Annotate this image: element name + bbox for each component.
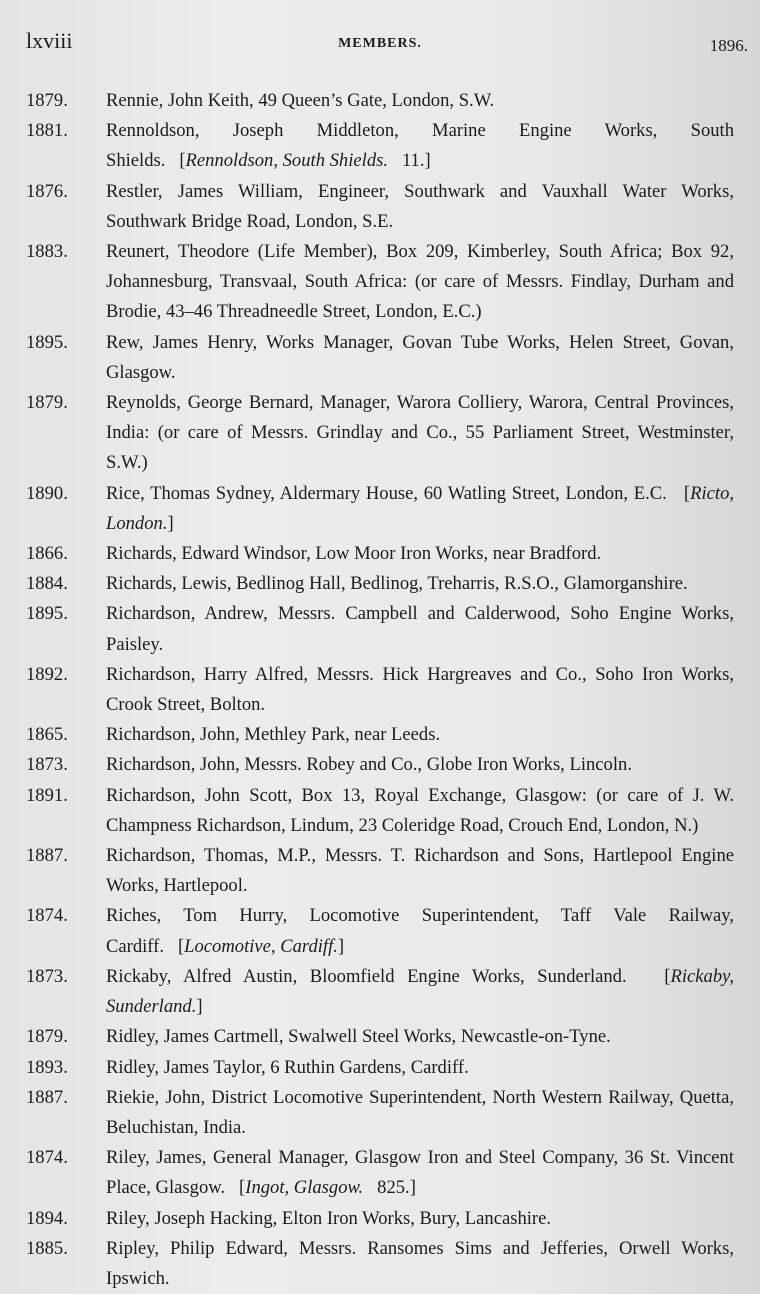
- telephone-number: 825.: [377, 1177, 410, 1199]
- member-entry: [26, 720, 734, 750]
- election-year: 1891.: [26, 784, 68, 806]
- telegraphic-address: Ingot, Glasgow.: [245, 1177, 364, 1199]
- member-details: Rennie, John Keith, 49 Queen’s Gate, London, S.W.: [106, 90, 495, 111]
- page-number: lxviii: [26, 28, 73, 53]
- election-year: 1895.: [26, 603, 68, 625]
- member-entry: 1874. Riches, Tom Hurry, Locomotive Superintendent, Taff Vale Railway, Cardiff. [Locomotive, Cardiff.]: [26, 901, 734, 961]
- member-list: [26, 86, 734, 1294]
- telephone-number: 11.: [401, 150, 425, 172]
- member-entry: [26, 781, 734, 841]
- member-entry: [26, 660, 734, 720]
- member-details: Richardson, John, Methley Park, near Leeds.: [106, 724, 441, 746]
- member-details: Reynolds, George Bernard, Manager, Warora Colliery, Warora, Central Provinces, India: (or care of Messrs. Grindlay and Co., 55 Parliament Street, Westminster, S.W.): [106, 392, 734, 474]
- member-entry: [26, 237, 734, 328]
- member-details: Ridley, James Cartmell, Swalwell Steel Works, Newcastle-on-Tyne.: [106, 1026, 611, 1048]
- member-details: Rickaby, Alfred Austin, Bloomfield Engine Works, Sunderland.: [106, 965, 627, 987]
- member-details: Richards, Edward Windsor, Low Moor Iron Works, near Bradford.: [106, 543, 602, 565]
- member-entry: [26, 177, 734, 237]
- member-entry: [26, 1204, 734, 1234]
- member-details: Rennoldson, Joseph Middleton, Marine Engine Works, South Shields.: [106, 120, 734, 172]
- election-year: 1879.: [26, 1026, 68, 1048]
- election-year: 1887.: [26, 845, 68, 867]
- telegraphic-address: Rickaby, Sunderland.: [106, 965, 734, 1018]
- election-year: 1865.: [26, 724, 68, 746]
- election-year: 1873.: [26, 965, 68, 987]
- member-entry: [26, 599, 734, 659]
- member-details: Restler, James William, Engineer, Southwark and Vauxhall Water Works, Southwark Bridge Road, London, S.E.: [106, 180, 734, 232]
- member-details: Riley, James, General Manager, Glasgow Iron and Steel Company, 36 St. Vincent Place, Glasgow.: [106, 1147, 734, 1199]
- election-year: 1883.: [26, 241, 68, 263]
- election-year: 1895.: [26, 331, 68, 353]
- election-year: 1894.: [26, 1207, 68, 1229]
- member-details: Richardson, John, Messrs. Robey and Co., Globe Iron Works, Lincoln.: [106, 754, 632, 776]
- member-entry: [26, 1053, 734, 1083]
- member-details: Riches, Tom Hurry, Locomotive Superintendent, Taff Vale Railway, Cardiff.: [106, 905, 734, 957]
- member-entry: [26, 750, 734, 780]
- election-year: 1885.: [26, 1237, 68, 1259]
- year-heading: 1896.: [709, 36, 748, 55]
- telegraphic-address: Locomotive, Cardiff.: [184, 935, 338, 957]
- election-year: 1890.: [26, 482, 68, 504]
- member-entry: [26, 569, 734, 599]
- telegraphic-address: Rennoldson, South Shields.: [185, 150, 388, 172]
- member-details: Reunert, Theodore (Life Member), Box 209, Kimberley, South Africa; Box 92, Johannesburg, Transvaal, South Africa: (or care of Messrs. Findlay, Durham and Brodie, 43–46 Threadneedle Street, London, E.C.): [106, 241, 734, 323]
- member-entry: 1890. Rice, Thomas Sydney, Aldermary House, 60 Watling Street, London, E.C. [Ricto, London.]: [26, 479, 734, 539]
- member-entry: [26, 388, 734, 479]
- member-details: Rew, James Henry, Works Manager, Govan Tube Works, Helen Street, Govan, Glasgow.: [106, 331, 734, 383]
- election-year: 1879.: [26, 90, 68, 111]
- election-year: 1881.: [26, 120, 68, 142]
- election-year: 1892.: [26, 663, 68, 685]
- member-entry: [26, 1022, 734, 1052]
- member-details: Ridley, James Taylor, 6 Ruthin Gardens, Cardiff.: [106, 1056, 469, 1078]
- telegraphic-address: Ricto, London.: [106, 482, 735, 534]
- member-entry: 1874. Riley, James, General Manager, Glasgow Iron and Steel Company, 36 St. Vincent Place, Glasgow. [Ingot, Glasgow. 825.]: [26, 1143, 734, 1203]
- election-year: 1879.: [26, 392, 68, 414]
- member-entry: [26, 841, 734, 901]
- election-year: 1887.: [26, 1086, 68, 1108]
- member-details: Richards, Lewis, Bedlinog Hall, Bedlinog, Treharris, R.S.O., Glamorganshire.: [106, 573, 688, 595]
- running-title: MEMBERS.: [338, 36, 422, 51]
- election-year: 1884.: [26, 573, 68, 595]
- election-year: 1874.: [26, 1147, 68, 1169]
- election-year: 1873.: [26, 754, 68, 776]
- member-entry: 1873. Rickaby, Alfred Austin, Bloomfield Engine Works, Sunderland. [Rickaby, Sunderland.]: [26, 962, 734, 1022]
- election-year: 1876.: [26, 180, 68, 202]
- member-entry: [26, 1083, 734, 1143]
- election-year: 1874.: [26, 905, 68, 927]
- member-details: Richardson, Harry Alfred, Messrs. Hick Hargreaves and Co., Soho Iron Works, Crook Street, Bolton.: [106, 663, 734, 716]
- election-year: 1866.: [26, 543, 68, 565]
- member-entry: [26, 86, 734, 116]
- member-entry: 1881. Rennoldson, Joseph Middleton, Marine Engine Works, South Shields. [Rennoldson, South Shields. 11.]: [26, 116, 734, 176]
- member-details: Ripley, Philip Edward, Messrs. Ransomes Sims and Jefferies, Orwell Works, Ipswich.: [106, 1237, 734, 1289]
- election-year: 1893.: [26, 1056, 68, 1078]
- member-details: Richardson, Andrew, Messrs. Campbell and Calderwood, Soho Engine Works, Paisley.: [106, 603, 734, 655]
- member-entry: [26, 539, 734, 569]
- member-details: Richardson, John Scott, Box 13, Royal Exchange, Glasgow: (or care of J. W. Champness Richardson, Lindum, 23 Coleridge Road, Crouch End, London, N.): [106, 784, 734, 836]
- member-details: Riley, Joseph Hacking, Elton Iron Works, Bury, Lancashire.: [106, 1207, 552, 1229]
- member-details: Riekie, John, District Locomotive Superintendent, North Western Railway, Quetta, Beluchistan, India.: [106, 1086, 734, 1138]
- member-entry: [26, 1234, 734, 1294]
- member-entry: [26, 328, 734, 388]
- page-header: [0, 28, 760, 68]
- member-details: Rice, Thomas Sydney, Aldermary House, 60 Watling Street, London, E.C.: [106, 482, 667, 504]
- member-details: Richardson, Thomas, M.P., Messrs. T. Richardson and Sons, Hartlepool Engine Works, Hartlepool.: [106, 845, 734, 897]
